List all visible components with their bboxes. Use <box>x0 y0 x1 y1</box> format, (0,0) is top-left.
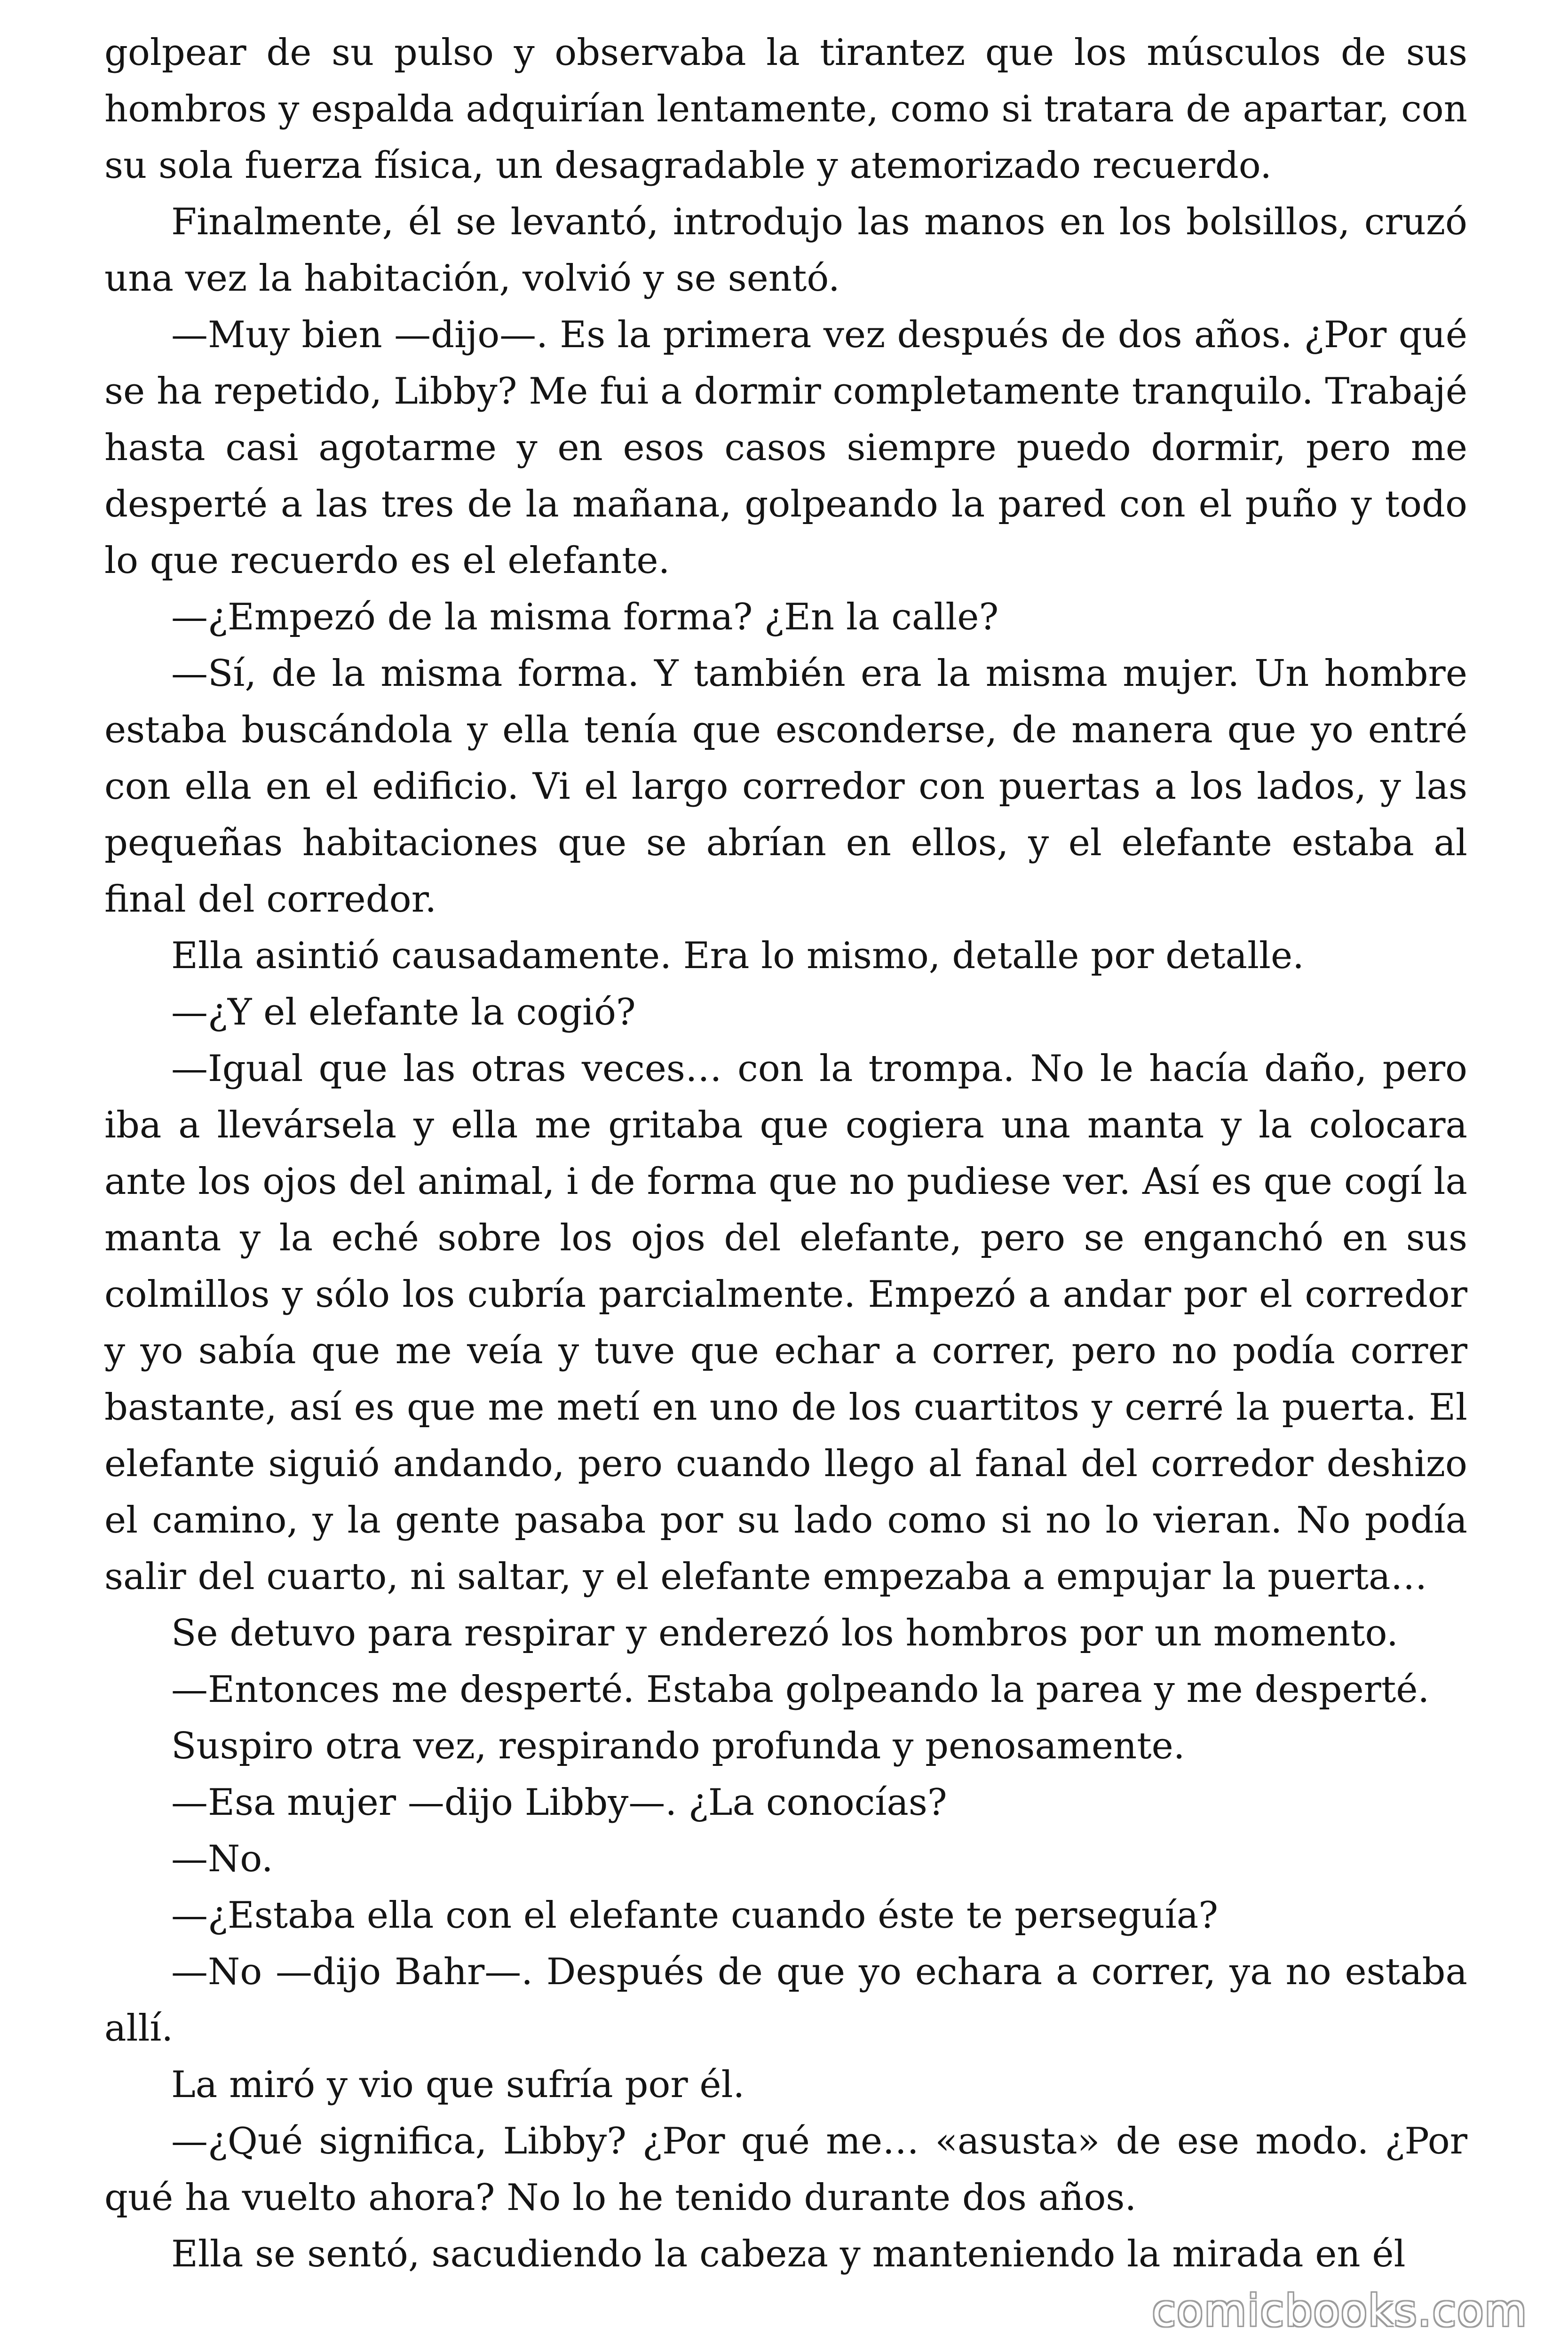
book-page-text <box>104 24 1467 2282</box>
paragraph: —No. <box>171 1838 273 1880</box>
paragraph: Finalmente, él se levantó, introdujo las manos en los bolsillos, cruzó una vez la habitación, volvió y se sentó. <box>104 201 1467 300</box>
paragraph: —Muy bien —dijo—. Es la primera vez después de dos años. ¿Por qué se ha repetido, Libby? Me fui a dormir completamente tranquilo. Trabajé hasta casi agotarme y en esos casos siempre puedo dormir, pero me desperté a las tres de la mañana, golpeando la pared con el puño y todo lo que recuerdo es el elefante. <box>104 314 1467 582</box>
paragraph: —¿Qué significa, Libby? ¿Por qué me… «asusta» de ese modo. ¿Por qué ha vuelto ahora? No lo he tenido durante dos años. <box>104 2120 1467 2219</box>
paragraph: Ella se sentó, sacudiendo la cabeza y manteniendo la mirada en él <box>171 2233 1406 2275</box>
paragraph: Se detuvo para respirar y enderezó los hombros por un momento. <box>171 1612 1398 1654</box>
paragraph: —¿Empezó de la misma forma? ¿En la calle? <box>171 596 999 638</box>
paragraph: —No —dijo Bahr—. Después de que yo echara a correr, ya no estaba allí. <box>104 1951 1467 2050</box>
paragraph: —Entonces me desperté. Estaba golpeando la parea y me desperté. <box>171 1669 1430 1711</box>
paragraph: Ella asintió causadamente. Era lo mismo, detalle por detalle. <box>171 935 1304 977</box>
paragraph: La miró y vio que sufría por él. <box>171 2064 745 2106</box>
paragraph: Suspiro otra vez, respirando profunda y penosamente. <box>171 1725 1185 1767</box>
paragraph: —Sí, de la misma forma. Y también era la misma mujer. Un hombre estaba buscándola y ella tenía que esconderse, de manera que yo entré con ella en el edificio. Vi el largo corredor con puertas a los lados, y las pequeñas habitaciones que se abrían en ellos, y el elefante estaba al final del corredor. <box>104 652 1467 921</box>
paragraph: golpear de su pulso y observaba la tirantez que los músculos de sus hombros y espalda adquirían lentamente, como si tratara de apartar, con su sola fuerza física, un desagradable y atemorizado recuerdo. <box>104 32 1467 187</box>
paragraph: —Esa mujer —dijo Libby—. ¿La conocías? <box>171 1781 947 1824</box>
paragraph: —Igual que las otras veces… con la trompa. No le hacía daño, pero iba a llevársela y ella me gritaba que cogiera una manta y la colocara ante los ojos del animal, i de forma que no pudiese ver. Así es que cogí la manta y la eché sobre los ojos del elefante, pero se enganchó en sus colmillos y sólo los cubría parcialmente. Empezó a andar por el corredor y yo sabía que me veía y tuve que echar a correr, pero no podía correr bastante, así es que me metí en uno de los cuartitos y cerré la puerta. El elefante siguió andando, pero cuando llego al fanal del corredor deshizo el camino, y la gente pasaba por su lado como si no lo vieran. No podía salir del cuarto, ni saltar, y el elefante empezaba a empujar la puerta… <box>104 1048 1467 1598</box>
paragraph: —¿Y el elefante la cogió? <box>171 991 636 1033</box>
watermark: comicbooks.com <box>1152 2286 1528 2336</box>
paragraph: —¿Estaba ella con el elefante cuando éste te perseguía? <box>171 1894 1219 1937</box>
